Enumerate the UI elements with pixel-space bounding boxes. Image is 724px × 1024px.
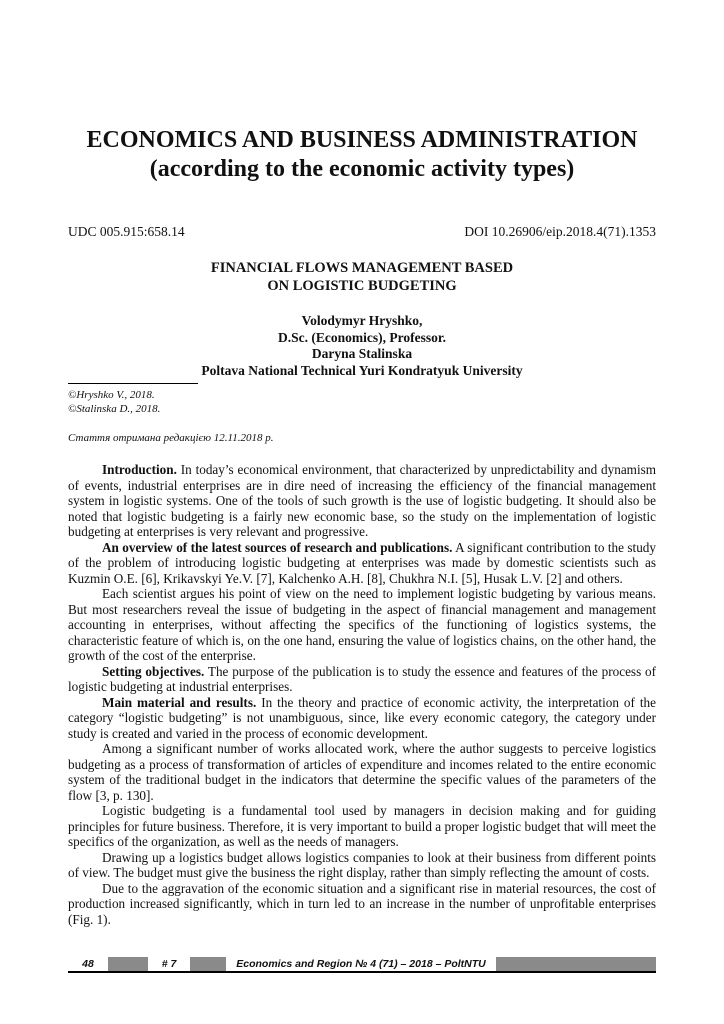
article-title — [68, 259, 656, 295]
article-body — [68, 462, 656, 927]
paragraph: Among a significant number of works allocated work, where the author suggests to perceive logistics budgeting as a process of transformation of articles of expenditure and incomes related to the entire economic system of the traditional budget in the indicators that determine the specific values of the parameters of the flow [3, p. 130]. — [68, 741, 656, 803]
paragraph-text: A significant contribution to the study of the problem of introducing logistic budgeting at enterprises was made by domestic scientists such as Kuzmin O.E. [6], Krikavskyi Ye.V. [7], Kalchenko A.H. [8], Chukhra N.I. [5], Husak L.V. [2] and others. — [68, 539, 656, 586]
paragraph-text: In the theory and practice of economic activity, the interpretation of the category “logistic budgeting” is not unambiguous, since, like every economic category, the category under study is created and varied in the process of economic development. — [68, 694, 656, 741]
footer-issue: # 7 — [161, 958, 177, 970]
section-title-line1: ECONOMICS AND BUSINESS ADMINISTRATION — [86, 127, 638, 153]
section-heading — [68, 126, 656, 184]
paragraph-text: The purpose of the publication is to study the essence and features of the process of logistic budgeting at industrial enterprises. — [68, 663, 656, 694]
paragraph-text: In today’s economical environment, that characterized by unpredictability and dynamism of events, industrial enterprises are in dire need of increasing the efficiency of the financial management system in logistic systems. One of the tools of such growth is the use of logistic budgeting. It should also be noted that logistic budgeting is a fairly new economic base, so the study on the implementation of logistic budgeting at enterprises is very relevant and progressive. — [68, 462, 656, 539]
received-date: Стаття отримана редакцією 12.11.2018 р. — [68, 432, 274, 444]
udc-code: UDC 005.915:658.14 — [68, 224, 185, 239]
copyright-1: ©Hryshko V., 2018. — [68, 389, 155, 401]
paragraph-overview — [68, 540, 656, 587]
footer-separator — [496, 957, 656, 971]
footer-separator — [190, 957, 226, 971]
paragraph: Due to the aggravation of the economic situation and a significant rise in material resources, the cost of production increased significantly, which in turn led to an increase in the number of unprofitable enterprises (Fig. 1). — [68, 880, 656, 927]
footer-journal: Economics and Region № 4 (71) – 2018 – PoltNTU — [236, 958, 486, 970]
author-1-degree: D.Sc. (Economics), Professor. — [278, 329, 446, 345]
paragraph: Drawing up a logistics budget allows logistics companies to look at their business from different points of view. The budget must give the business the right display, rather than simply reflecting the amount of costs. — [68, 849, 656, 880]
authors-block — [68, 313, 656, 379]
footer-separator — [108, 957, 148, 971]
affiliation: Poltava National Technical Yuri Kondratyuk University — [201, 362, 523, 378]
paragraph-heading: Main material and results. — [102, 694, 257, 710]
paragraph-heading: Setting objectives. — [102, 663, 205, 679]
paragraph-objectives — [68, 664, 656, 695]
copyright-notes — [68, 388, 160, 416]
paragraph-introduction — [68, 462, 656, 540]
doi: DOI 10.26906/eip.2018.4(71).1353 — [464, 224, 656, 239]
paragraph-main-material — [68, 695, 656, 742]
paragraph-heading: An overview of the latest sources of research and publications. — [102, 539, 453, 555]
page-footer — [68, 957, 656, 973]
author-1: Volodymyr Hryshko, — [301, 313, 423, 328]
author-2: Daryna Stalinska — [311, 346, 413, 361]
article-title-line1: FINANCIAL FLOWS MANAGEMENT BASED — [210, 260, 514, 276]
section-title-line2: (according to the economic activity types) — [149, 156, 575, 182]
paragraph: Logistic budgeting is a fundamental tool used by managers in decision making and for guiding principles for future business. Therefore, it is very important to build a proper logistic budget that will meet the specifics of the organization, as well as the needs of managers. — [68, 803, 656, 849]
paragraph-heading: Introduction. — [102, 462, 177, 477]
footnote-divider — [68, 383, 198, 384]
article-title-line2: ON LOGISTIC BUDGETING — [267, 278, 457, 294]
copyright-2: ©Stalinska D., 2018. — [68, 403, 161, 415]
footer-page-number: 48 — [82, 958, 94, 970]
paragraph: Each scientist argues his point of view on the need to implement logistic budgeting by various means. But most researchers reveal the issue of budgeting in the aspect of financial management and management accounting in enterprises, without affecting the specifics of the functioning of logistics systems, the characteristic feature of which is, on the one hand, ensuring the value of logistics chains, on the other hand, the growth of the cost of the enterprise. — [68, 586, 656, 663]
